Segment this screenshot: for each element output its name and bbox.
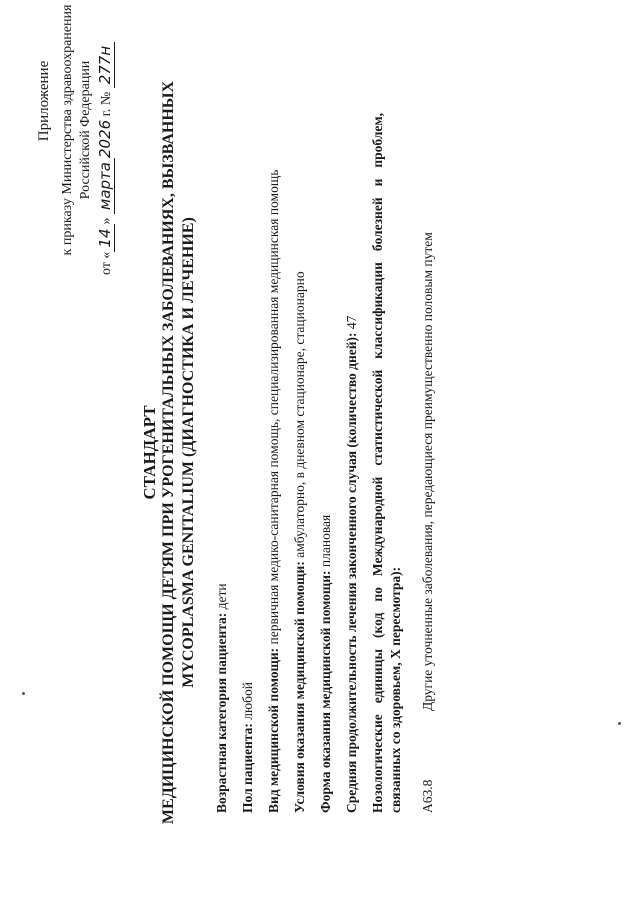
form-label: Форма оказания медицинской помощи: xyxy=(318,570,333,813)
nosology-heading-line-1: Нозологические единицы (код по Международной статистической классификации болезней и проблем, xyxy=(370,113,385,813)
appendix-line-2: Российской Федерации xyxy=(78,60,93,200)
field-care-form xyxy=(318,515,334,813)
order-number: 277н xyxy=(96,42,115,88)
appendix-title: Приложение xyxy=(36,60,52,142)
field-treatment-duration xyxy=(344,316,360,813)
order-year: 2026 xyxy=(96,119,114,158)
sex-label: Пол пациента: xyxy=(240,723,255,813)
order-month: марта xyxy=(96,158,115,214)
order-date-mid: » xyxy=(99,217,114,225)
form-value: плановая xyxy=(318,514,333,568)
standard-subtitle-line-2: MYCOPLASMA GENITALIUM (ДИАГНОСТИКА И ЛЕЧЕНИЕ) xyxy=(180,217,197,688)
standard-title: СТАНДАРТ xyxy=(140,405,159,500)
order-day: 14 xyxy=(96,224,115,251)
nosology-heading-line-2: связанных со здоровьем, X пересмотра): xyxy=(388,566,403,813)
icd-code: A63.8 xyxy=(420,779,435,813)
cond-label: Условия оказания медицинской помощи: xyxy=(292,561,307,813)
dur-label: Средняя продолжительность лечения законченного случая (количество дней): xyxy=(344,332,359,813)
field-care-kind xyxy=(266,170,282,813)
icd-code-description: Другие уточненные заболевания, передающиеся преимущественно половым путем xyxy=(420,232,435,711)
age-value: дети xyxy=(214,583,229,610)
field-patient-sex xyxy=(240,682,256,813)
scan-speck xyxy=(22,692,25,695)
kind-label: Вид медицинской помощи: xyxy=(266,647,281,813)
order-date-prefix: от « xyxy=(99,251,114,275)
order-number-label: г. № xyxy=(99,91,114,117)
appendix-order-line xyxy=(96,5,115,275)
scan-speck xyxy=(618,722,621,725)
field-care-conditions xyxy=(292,271,308,813)
appendix-line-1: к приказу Министерства здравоохранения xyxy=(60,4,75,256)
age-label: Возрастная категория пациента: xyxy=(214,612,229,813)
kind-value: первичная медико-санитарная помощь, специализированная медицинская помощь xyxy=(266,169,281,645)
field-age-category xyxy=(214,583,230,813)
sex-value: любой xyxy=(240,682,255,720)
standard-subtitle-line-1: МЕДИЦИНСКОЙ ПОМОЩИ ДЕТЯМ ПРИ УРОГЕНИТАЛЬНЫХ ЗАБОЛЕВАНИЯХ, ВЫЗВАННЫХ xyxy=(160,80,177,825)
dur-value: 47 xyxy=(344,315,359,330)
cond-value: амбулаторно, в дневном стационаре, стационарно xyxy=(292,271,307,558)
